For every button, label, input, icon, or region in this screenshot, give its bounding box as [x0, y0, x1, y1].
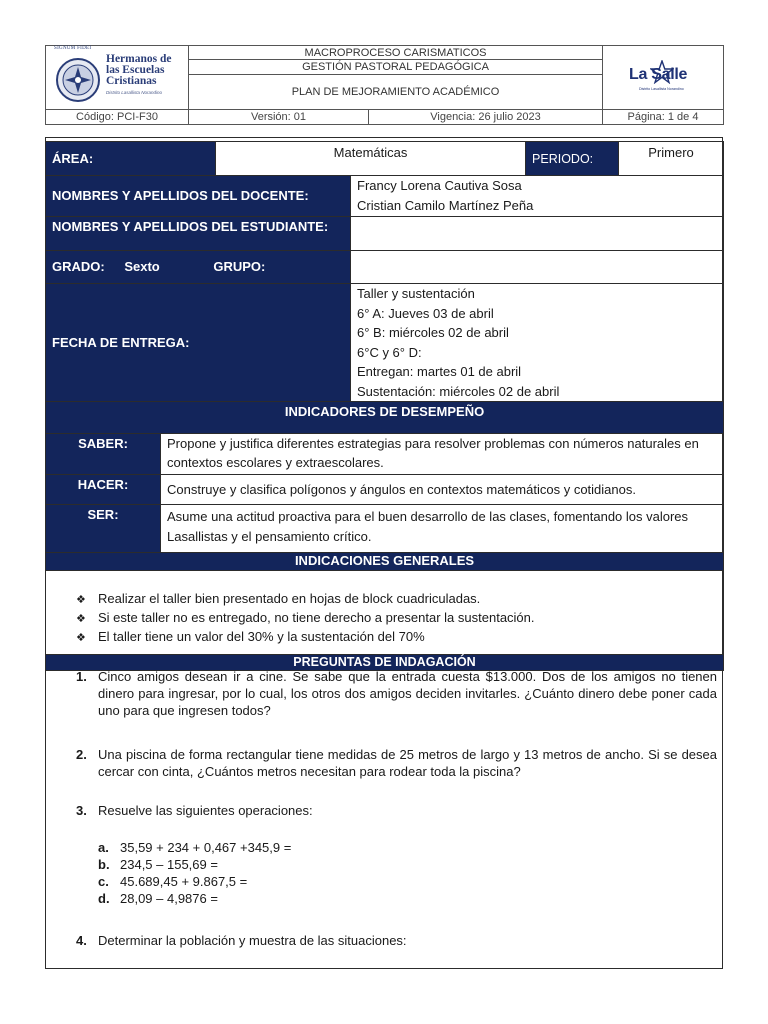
- brand-name: La Salle: [629, 66, 688, 83]
- grado-label: GRADO:: [52, 259, 105, 274]
- grupo-label: GRUPO:: [213, 259, 266, 274]
- indicacion-text: El taller tiene un valor del 30% y la sustentación del 70%: [98, 629, 425, 644]
- seal-caption: SIGNUM FIDEI: [54, 46, 92, 51]
- org-line-1: Hermanos de: [106, 53, 172, 65]
- document-header: [45, 45, 724, 125]
- fecha-line: Sustentación: miércoles 02 de abril: [357, 383, 560, 399]
- hacer-text: Construye y clasifica polígonos y ángulos en contextos matemáticos y cotidianos.: [161, 475, 724, 505]
- operacion-text: 35,59 + 234 + 0,467 +345,9 =: [120, 840, 292, 855]
- area-label: ÁREA:: [46, 142, 216, 176]
- operacion-a: [98, 839, 291, 856]
- periodo-value: Primero: [619, 142, 724, 176]
- indicacion-item: [76, 609, 535, 628]
- ser-label: SER:: [46, 505, 161, 553]
- pregunta-number: 3.: [76, 803, 87, 818]
- bullet-icon: ❖: [76, 613, 86, 625]
- periodo-label: PERIODO:: [526, 142, 619, 176]
- org-name: [106, 54, 171, 95]
- org-line-3: Cristianas: [106, 75, 157, 87]
- pregunta-text: Resuelve las siguientes operaciones:: [98, 803, 313, 818]
- hermanos-logo: [46, 46, 189, 110]
- fecha-line: 6°C y 6° D:: [357, 344, 422, 360]
- operacion-letter: c.: [98, 874, 109, 889]
- estudiante-field[interactable]: [351, 217, 724, 251]
- indicadores-title: INDICADORES DE DESEMPEÑO: [46, 402, 724, 434]
- info-table: [45, 141, 724, 671]
- grado-value: Sexto: [124, 259, 160, 274]
- seal-icon: [52, 51, 104, 105]
- fecha-line: 6° A: Jueves 03 de abril: [357, 305, 494, 321]
- saber-label: SABER:: [46, 434, 161, 475]
- org-district: Distrito Lasallista Norandino: [106, 90, 163, 95]
- operacion-text: 45.689,45 + 9.867,5 =: [120, 874, 248, 889]
- operacion-d: [98, 890, 218, 907]
- preguntas-title: PREGUNTAS DE INDAGACIÓN: [46, 655, 724, 671]
- indicacion-text: Si este taller no es entregado, no tiene derecho a presentar la sustentación.: [98, 610, 535, 625]
- grupo-field[interactable]: [351, 251, 724, 284]
- fecha-value: [351, 284, 724, 402]
- bullet-icon: ❖: [76, 632, 86, 644]
- operacion-letter: b.: [98, 857, 110, 872]
- docente-value: [351, 176, 724, 217]
- brand-sub: Distrito Lasallista Norandino: [639, 87, 684, 91]
- pregunta-text: Determinar la población y muestra de las situaciones:: [98, 933, 407, 948]
- macroproceso-title: MACROPROCESO CARISMATICOS: [189, 46, 603, 60]
- area-value: Matemáticas: [216, 142, 526, 176]
- pregunta-number: 4.: [76, 933, 87, 948]
- fecha-label: FECHA DE ENTREGA:: [46, 284, 351, 402]
- operacion-letter: d.: [98, 891, 110, 906]
- operacion-b: [98, 856, 218, 873]
- fecha-line: Entregan: martes 01 de abril: [357, 364, 522, 379]
- ser-text: Asume una actitud proactiva para el buen desarrollo de las clases, fomentando los valores Lasallistas y el pensamiento crítico.: [161, 505, 724, 553]
- indicacion-item: [76, 590, 480, 609]
- saber-text: Propone y justifica diferentes estrategias para resolver problemas con números naturales en contextos escolares y extraescolares.: [161, 434, 724, 475]
- indicaciones-body: [46, 571, 724, 655]
- docente-2: Cristian Camilo Martínez Peña: [357, 198, 534, 213]
- hacer-label: HACER:: [46, 475, 161, 505]
- codigo: Código: PCI-F30: [46, 110, 189, 125]
- docente-1: Francy Lorena Cautiva Sosa: [357, 178, 522, 193]
- indicacion-text: Realizar el taller bien presentado en hojas de block cuadriculadas.: [98, 591, 481, 606]
- indicacion-item: [76, 628, 425, 647]
- estudiante-label: NOMBRES Y APELLIDOS DEL ESTUDIANTE:: [46, 217, 351, 251]
- pregunta-text: Cinco amigos desean ir a cine. Se sabe que la entrada cuesta $13.000. Dos de los amigos no tienen dinero para ingresar, por lo cual, los otros dos amigos deciden invitarles. ¿Cuánto dinero debe poner cada uno para que ingresen todos?: [98, 669, 717, 718]
- version: Versión: 01: [189, 110, 369, 125]
- grado-grupo-label: [46, 251, 351, 284]
- operacion-text: 234,5 – 155,69 =: [120, 857, 218, 872]
- operacion-c: [98, 873, 247, 890]
- operacion-text: 28,09 – 4,9876 =: [120, 891, 218, 906]
- vigencia: Vigencia: 26 julio 2023: [369, 110, 603, 125]
- indicaciones-title: INDICACIONES GENERALES: [46, 553, 724, 571]
- fecha-line: Taller y sustentación: [357, 286, 475, 301]
- lasalle-logo: [603, 46, 724, 110]
- pagina: Página: 1 de 4: [603, 110, 724, 125]
- pregunta-text: Una piscina de forma rectangular tiene medidas de 25 metros de largo y 13 metros de ancho. Si se desea cercar con cinta, ¿Cuántos metros necesitan para rodear toda la piscina?: [98, 747, 717, 779]
- star-icon: [650, 60, 674, 84]
- gestion-title: GESTIÓN PASTORAL PEDAGÓGICA: [189, 60, 603, 74]
- plan-title: PLAN DE MEJORAMIENTO ACADÉMICO: [189, 74, 603, 109]
- pregunta-number: 2.: [76, 747, 87, 762]
- bullet-icon: ❖: [76, 594, 86, 606]
- fecha-line: 6° B: miércoles 02 de abril: [357, 325, 509, 340]
- operacion-letter: a.: [98, 840, 109, 855]
- docente-label: NOMBRES Y APELLIDOS DEL DOCENTE:: [46, 176, 351, 217]
- org-line-2: las Escuelas: [106, 64, 165, 76]
- pregunta-number: 1.: [76, 669, 87, 684]
